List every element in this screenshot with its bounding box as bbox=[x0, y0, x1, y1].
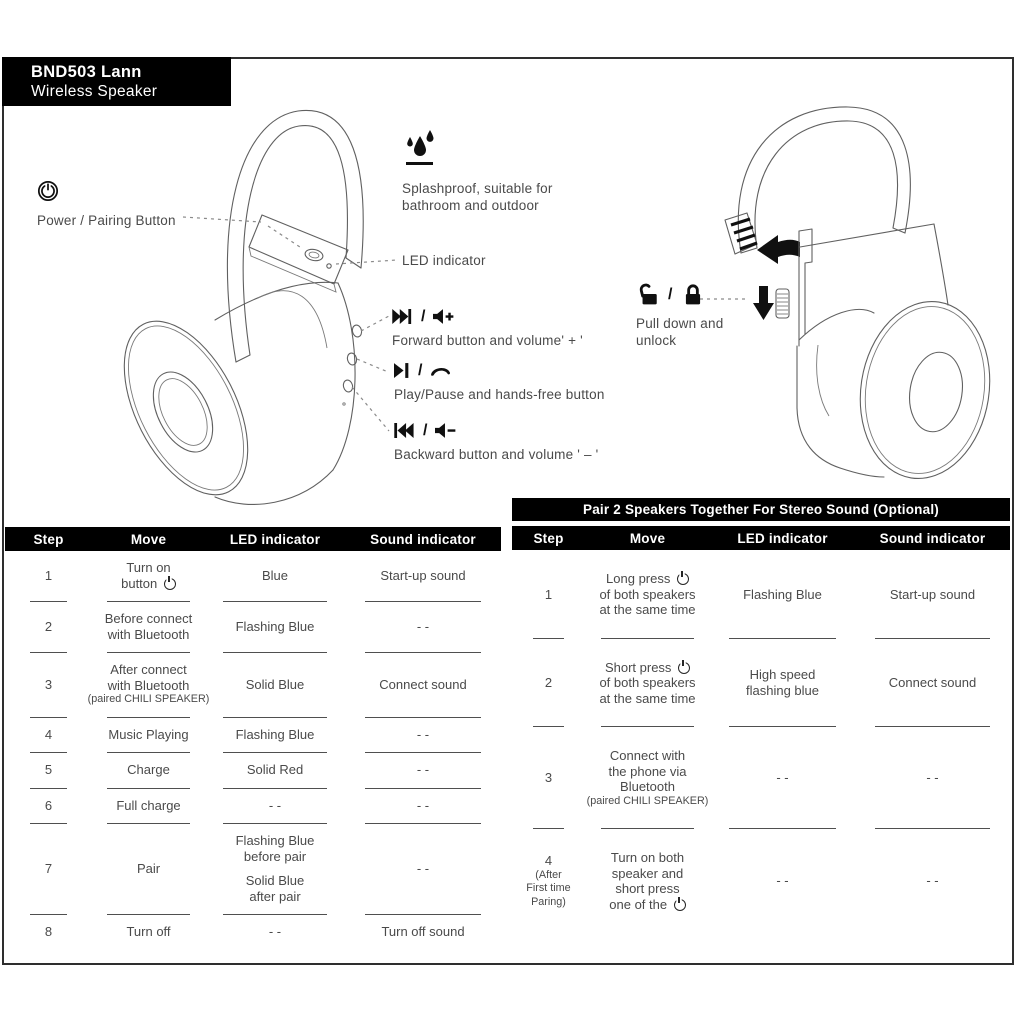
col-header-move: Move bbox=[629, 530, 666, 546]
left-arrow-icon bbox=[757, 235, 800, 264]
cell-text: - - bbox=[776, 873, 789, 889]
col-header-step: Step bbox=[33, 531, 64, 547]
cell-text: (After bbox=[535, 868, 562, 881]
cell-move bbox=[92, 789, 205, 825]
cell-step bbox=[5, 824, 92, 915]
table-row bbox=[512, 550, 1010, 639]
cell-text: - - bbox=[776, 770, 789, 786]
cell-text: Music Playing bbox=[108, 726, 189, 742]
cell-text: short press bbox=[615, 881, 680, 896]
cell-sound bbox=[345, 789, 501, 825]
cell-led bbox=[205, 753, 345, 789]
cell-text: 6 bbox=[44, 797, 53, 813]
table-row bbox=[5, 551, 501, 602]
col-header-sound: Sound indicator bbox=[370, 531, 476, 547]
cell-text: High speed bbox=[749, 667, 816, 683]
cell-text: 3 bbox=[544, 770, 553, 786]
pull-down-label-1: Pull down and bbox=[636, 316, 724, 331]
splashproof-label-1: Splashproof, suitable for bbox=[402, 181, 553, 196]
cell-led bbox=[205, 551, 345, 602]
next-track-icon bbox=[392, 309, 414, 324]
table-row bbox=[512, 829, 1010, 933]
forward-annotation bbox=[392, 306, 583, 349]
cell-led bbox=[710, 639, 855, 728]
backward-annotation bbox=[394, 420, 598, 463]
cell-text: Solid Red bbox=[246, 762, 304, 777]
cell-step bbox=[512, 829, 585, 933]
slash-separator: / bbox=[418, 361, 423, 379]
cell-text: at the same time bbox=[599, 602, 696, 617]
power-icon bbox=[37, 180, 59, 202]
backward-label: Backward button and volume ' – ' bbox=[394, 447, 599, 462]
cell-sound bbox=[345, 753, 501, 789]
table-body bbox=[5, 551, 501, 951]
cell-text: flashing blue bbox=[746, 682, 819, 698]
product-model: BND503 Lann bbox=[31, 63, 142, 81]
cell-text: Connect sound bbox=[379, 676, 467, 692]
cell-led bbox=[205, 915, 345, 951]
cell-sound bbox=[345, 824, 501, 915]
table-header-row bbox=[5, 527, 501, 551]
cell-text: 7 bbox=[44, 860, 53, 876]
cell-text: - - bbox=[926, 770, 939, 786]
slider-ribs bbox=[777, 294, 788, 314]
cell-led bbox=[710, 829, 855, 933]
led-annotation bbox=[402, 252, 486, 269]
table-row bbox=[5, 718, 501, 754]
table-row bbox=[5, 602, 501, 653]
cell-text: After connect bbox=[110, 662, 187, 677]
cell-sound bbox=[345, 915, 501, 951]
cell-step bbox=[5, 653, 92, 718]
cell-sound bbox=[855, 639, 1010, 728]
cell-sound bbox=[855, 829, 1010, 933]
power-icon bbox=[164, 578, 176, 590]
cell-text: Turn off sound bbox=[381, 924, 465, 939]
cell-text: Turn on bbox=[126, 560, 171, 575]
cell-text: - - bbox=[416, 762, 430, 777]
cell-text: 3 bbox=[44, 676, 53, 692]
cell-text: the phone via bbox=[608, 763, 687, 779]
cell-text: with Bluetooth bbox=[107, 626, 190, 642]
handset-icon bbox=[430, 363, 451, 378]
cell-led bbox=[205, 602, 345, 653]
table-header-row bbox=[512, 526, 1010, 550]
cell-step bbox=[5, 789, 92, 825]
cell-step bbox=[5, 915, 92, 951]
pull-down-label-2: unlock bbox=[636, 333, 677, 348]
power-icon bbox=[674, 899, 686, 911]
cell-text: after pair bbox=[249, 888, 301, 904]
right-speaker-illustration bbox=[725, 107, 1002, 488]
left-speaker-illustration bbox=[99, 110, 363, 514]
col-header-move: Move bbox=[130, 531, 167, 547]
cell-text: speaker and bbox=[611, 865, 684, 881]
cell-text: Flashing Blue bbox=[235, 618, 315, 634]
slash-separator: / bbox=[423, 421, 428, 439]
cell-sound bbox=[855, 727, 1010, 829]
cell-text: Bluetooth bbox=[620, 779, 675, 794]
table-row bbox=[512, 639, 1010, 728]
cell-text: with Bluetooth bbox=[107, 677, 190, 693]
cell-led bbox=[710, 727, 855, 829]
cell-text: (paired CHILI SPEAKER) bbox=[87, 693, 210, 705]
volume-plus-icon bbox=[433, 309, 454, 324]
table-row bbox=[5, 653, 501, 718]
main-status-table bbox=[5, 527, 501, 951]
cell-text: Connect sound bbox=[888, 675, 977, 690]
cell-move bbox=[92, 753, 205, 789]
product-subtitle: Wireless Speaker bbox=[31, 83, 158, 100]
cell-text: Before connect bbox=[104, 611, 193, 626]
cell-step bbox=[5, 602, 92, 653]
cell-text: Full charge bbox=[116, 797, 181, 813]
cell-text: of both speakers bbox=[599, 675, 696, 690]
cell-text: 8 bbox=[44, 924, 53, 939]
cell-step bbox=[512, 727, 585, 829]
cell-text: 2 bbox=[544, 675, 553, 690]
power-icon bbox=[677, 573, 689, 585]
cell-text: Flashing Blue bbox=[235, 833, 315, 848]
cell-text: Charge bbox=[127, 762, 170, 777]
cell-move bbox=[585, 550, 710, 639]
cell-step bbox=[512, 550, 585, 639]
cell-move bbox=[585, 829, 710, 933]
cell-text: Start-up sound bbox=[889, 586, 976, 602]
cell-text: Short press bbox=[605, 660, 690, 676]
cell-text: before pair bbox=[243, 848, 307, 864]
cell-move bbox=[92, 915, 205, 951]
cell-sound bbox=[345, 653, 501, 718]
play-pause-icon bbox=[394, 363, 411, 378]
col-header-step: Step bbox=[533, 530, 564, 546]
cell-sound bbox=[345, 551, 501, 602]
splashproof-annotation bbox=[402, 128, 553, 214]
cell-text: button bbox=[121, 576, 176, 592]
cell-move bbox=[92, 718, 205, 754]
col-header-led: LED indicator bbox=[229, 531, 321, 547]
cell-text: 1 bbox=[544, 586, 553, 602]
play-annotation bbox=[394, 360, 605, 403]
unlock-annotation bbox=[636, 281, 723, 349]
table-row bbox=[5, 753, 501, 789]
cell-text: - - bbox=[416, 860, 430, 876]
table-row bbox=[512, 727, 1010, 829]
cell-step bbox=[5, 753, 92, 789]
cell-text: Start-up sound bbox=[380, 567, 466, 583]
cell-text: Paring) bbox=[531, 895, 566, 908]
power-label: Power / Pairing Button bbox=[37, 213, 176, 228]
cell-step bbox=[512, 639, 585, 728]
cell-text: 1 bbox=[44, 567, 53, 583]
unlock-icon bbox=[636, 282, 660, 306]
play-label: Play/Pause and hands-free button bbox=[394, 387, 605, 402]
cell-text: - - bbox=[416, 618, 430, 634]
handle-tip-hatch bbox=[731, 219, 757, 249]
cell-text: - - bbox=[268, 924, 282, 939]
col-header-sound: Sound indicator bbox=[879, 530, 986, 546]
previous-track-icon bbox=[394, 423, 416, 438]
cell-step bbox=[5, 718, 92, 754]
cell-text: Flashing Blue bbox=[235, 726, 315, 742]
cell-move bbox=[585, 727, 710, 829]
cell-text: 2 bbox=[44, 618, 53, 634]
power-annotation bbox=[37, 180, 176, 229]
col-header-led: LED indicator bbox=[737, 530, 828, 546]
cell-text: Turn off bbox=[126, 924, 171, 939]
cell-led bbox=[205, 824, 345, 915]
cell-text: - - bbox=[926, 873, 939, 889]
cell-move bbox=[585, 639, 710, 728]
cell-text: Flashing Blue bbox=[743, 586, 822, 602]
cell-text: of both speakers bbox=[599, 586, 696, 602]
splashproof-label-2: bathroom and outdoor bbox=[402, 198, 539, 213]
slash-separator: / bbox=[421, 307, 426, 325]
product-title-box bbox=[2, 57, 231, 106]
power-icon bbox=[678, 662, 690, 674]
cell-text: 5 bbox=[44, 762, 53, 777]
down-arrow-icon bbox=[753, 286, 774, 320]
cell-text: First time bbox=[526, 882, 571, 894]
cell-sound bbox=[855, 550, 1010, 639]
cell-text: Long press bbox=[606, 571, 689, 587]
led-label: LED indicator bbox=[402, 253, 486, 268]
stereo-pairing-table bbox=[512, 498, 1010, 933]
forward-label: Forward button and volume' + ' bbox=[392, 333, 583, 348]
cell-text: (paired CHILI SPEAKER) bbox=[586, 794, 709, 807]
cell-text: Solid Blue bbox=[245, 873, 305, 888]
table-row bbox=[5, 789, 501, 825]
cell-move bbox=[87, 653, 210, 718]
cell-sound bbox=[345, 602, 501, 653]
cell-text: one of the bbox=[609, 897, 685, 913]
cell-text: 4 bbox=[544, 853, 553, 868]
cell-text: - - bbox=[268, 797, 282, 813]
cell-text: at the same time bbox=[599, 690, 696, 706]
table-body bbox=[512, 550, 1010, 933]
cell-move bbox=[92, 824, 205, 915]
cell-text: Turn on both bbox=[610, 850, 685, 865]
cell-step bbox=[5, 551, 92, 602]
cell-text: Solid Blue bbox=[245, 676, 305, 692]
cell-led bbox=[205, 653, 345, 718]
cell-move bbox=[92, 602, 205, 653]
table-row bbox=[5, 824, 501, 915]
cell-led bbox=[710, 550, 855, 639]
cell-led bbox=[205, 718, 345, 754]
cell-text: Blue bbox=[261, 567, 289, 583]
cell-text: - - bbox=[416, 726, 430, 742]
cell-text: - - bbox=[416, 797, 430, 813]
cell-led bbox=[205, 789, 345, 825]
stereo-table-title: Pair 2 Speakers Together For Stereo Sound (Optional) bbox=[512, 498, 1010, 521]
cell-move bbox=[92, 551, 205, 602]
cell-sound bbox=[345, 718, 501, 754]
table-row bbox=[5, 915, 501, 951]
cell-text: Connect with bbox=[609, 748, 686, 763]
lock-icon bbox=[681, 282, 705, 306]
volume-minus-icon bbox=[435, 423, 456, 438]
slash-separator: / bbox=[668, 285, 673, 303]
water-drops-icon bbox=[402, 128, 438, 172]
cell-text: Pair bbox=[136, 860, 161, 876]
cell-text: 4 bbox=[44, 726, 53, 742]
